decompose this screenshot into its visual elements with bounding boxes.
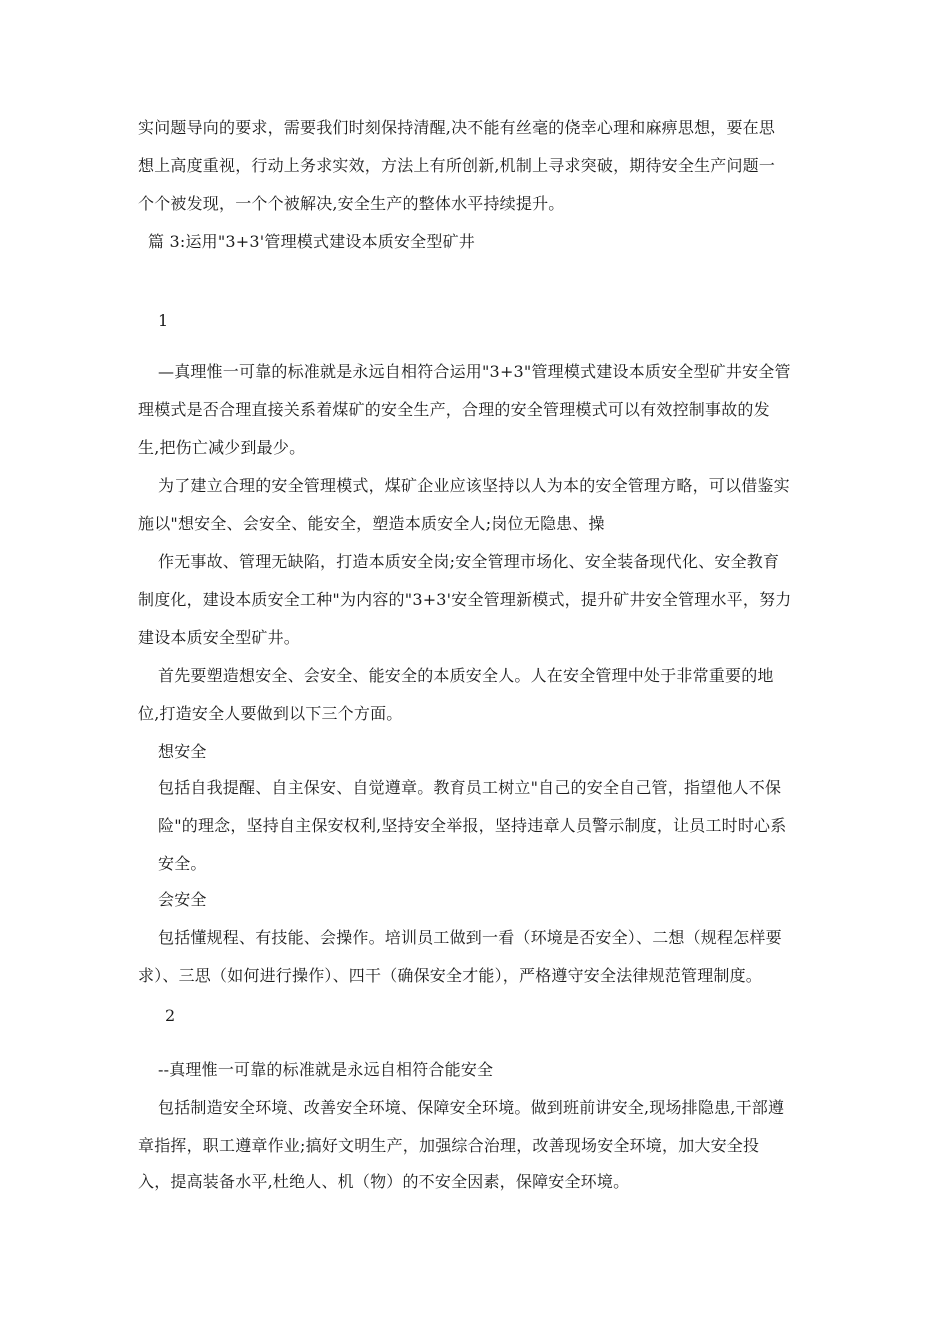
text-line: 包括懂规程、有技能、会操作。培训员工做到一看（环境是否安全）、二想（规程怎样要: [158, 928, 782, 947]
text-line: 个个被发现，一个个被解决,安全生产的整体水平持续提升。: [138, 194, 565, 213]
text-line: 险"的理念，坚持自主保安权利,坚持安全举报，坚持违章人员警示制度，让员工时时心系: [158, 816, 787, 835]
text-line: --真理惟一可靠的标准就是永远自相符合能安全: [158, 1060, 494, 1079]
text-line: 包括自我提醒、自主保安、自觉遵章。教育员工树立"自己的安全自己管，指望他人不保: [158, 778, 782, 797]
text-line: 章指挥，职工遵章作业;搞好文明生产，加强综合治理，改善现场安全环境，加大安全投: [138, 1136, 760, 1155]
text-line: 理模式是否合理直接关系着煤矿的安全生产，合理的安全管理模式可以有效控制事故的发: [138, 400, 770, 419]
text-line: —真理惟一可靠的标准就是永远自相符合运用"3+3"管理模式建设本质安全型矿井安全管: [158, 362, 791, 381]
text-line: 实问题导向的要求，需要我们时刻保持清醒,决不能有丝毫的侥幸心理和麻痹思想，要在思: [138, 118, 776, 137]
text-line: 建设本质安全型矿井。: [138, 628, 301, 647]
text-line: 安全。: [158, 854, 207, 873]
text-line: 首先要塑造想安全、会安全、能安全的本质安全人。人在安全管理中处于非常重要的地: [158, 666, 774, 685]
text-line: 制度化，建设本质安全工种"为内容的"3+3'安全管理新模式，提升矿井安全管理水平，努力: [138, 590, 792, 609]
text-line: 包括制造安全环境、改善安全环境、保障安全环境。做到班前讲安全,现场排隐患,干部遵: [158, 1098, 785, 1117]
subheading: 会安全: [158, 890, 207, 909]
section-heading: 篇 3:运用"3+3'管理模式建设本质安全型矿井: [148, 232, 475, 251]
page-number: 1: [158, 311, 169, 330]
text-line: 生,把伤亡减少到最少。: [138, 438, 306, 457]
text-line: 想上高度重视，行动上务求实效，方法上有所创新,机制上寻求突破，期待安全生产问题一: [138, 156, 776, 175]
text-line: 入，提高装备水平,杜绝人、机（物）的不安全因素，保障安全环境。: [138, 1172, 630, 1191]
text-line: 施以"想安全、会安全、能安全，塑造本质安全人;岗位无隐患、操: [138, 514, 605, 533]
text-line: 为了建立合理的安全管理模式，煤矿企业应该坚持以人为本的安全管理方略，可以借鉴实: [158, 476, 790, 495]
text-line: 作无事故、管理无缺陷，打造本质安全岗;安全管理市场化、安全装备现代化、安全教育: [158, 552, 780, 571]
subheading: 想安全: [158, 742, 207, 761]
text-line: 位,打造安全人要做到以下三个方面。: [138, 704, 403, 723]
text-line: 求）、三思（如何进行操作）、四干（确保安全才能），严格遵守安全法律规范管理制度。: [138, 966, 763, 985]
page-number: 2: [165, 1006, 176, 1025]
